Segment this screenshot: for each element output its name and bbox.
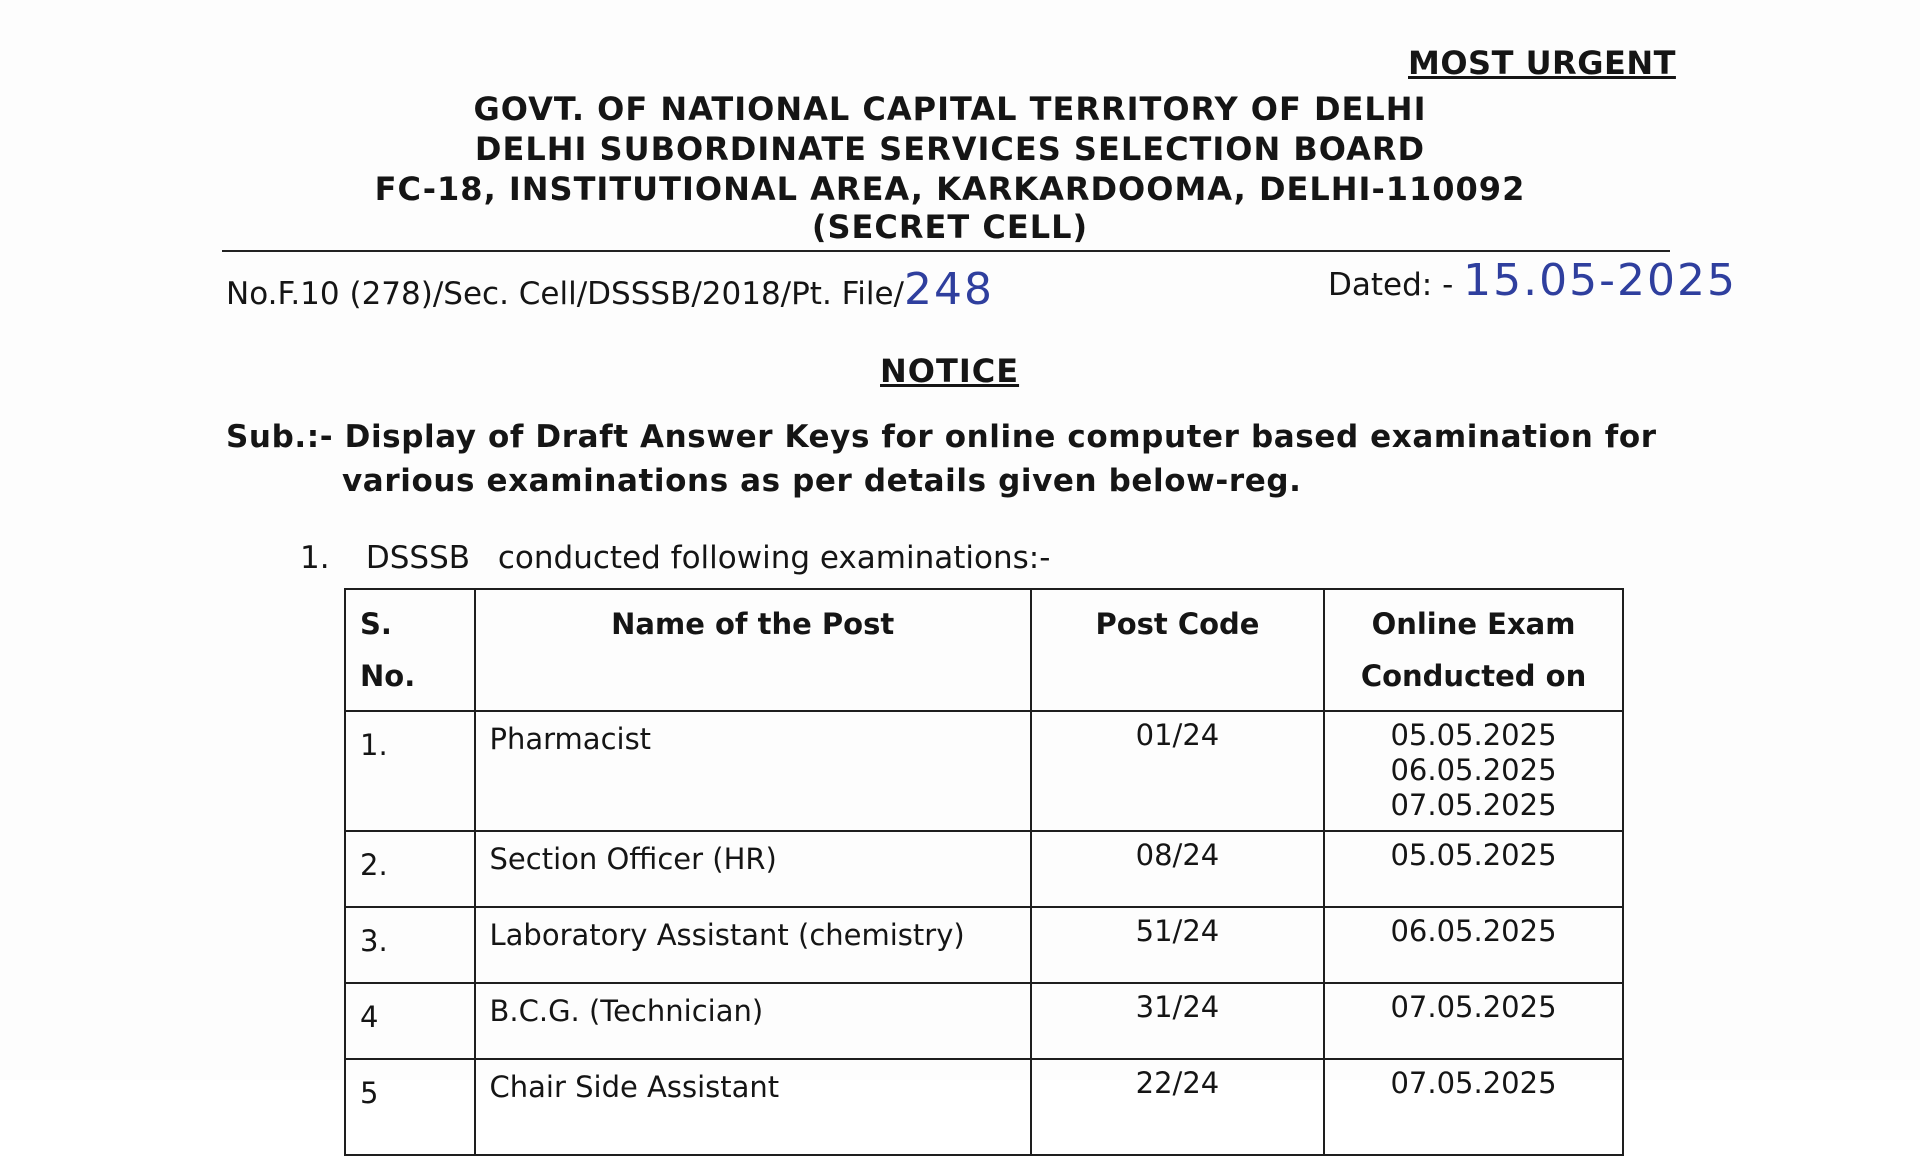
cell-exam-dates <box>1324 907 1623 983</box>
cell-post-name: Chair Side Assistant <box>475 1059 1031 1155</box>
header-sno-line2: No. <box>360 659 416 693</box>
cell-exam-dates <box>1324 983 1623 1059</box>
cell-exam-dates <box>1324 1059 1623 1155</box>
subject-line-2: various examinations as per details given below-reg. <box>342 463 1302 499</box>
table-row <box>345 831 1623 907</box>
table-row <box>345 907 1623 983</box>
file-number-handwritten: 248 <box>904 264 994 315</box>
header-sno <box>345 589 475 711</box>
board-heading: DELHI SUBORDINATE SERVICES SELECTION BOARD <box>474 130 1426 168</box>
cell-sno: 2. <box>345 831 475 907</box>
cell-sno: 5 <box>345 1059 475 1155</box>
list-item-text: conducted following examinations:- <box>497 540 1051 576</box>
cell-sno: 4 <box>345 983 475 1059</box>
notice-title: NOTICE <box>880 352 1020 390</box>
address-heading: FC-18, INSTITUTIONAL AREA, KARKARDOOMA, DELHI-110092 <box>374 170 1526 208</box>
cell-exam-dates <box>1324 711 1623 831</box>
cell-post-name: Laboratory Assistant (chemistry) <box>475 907 1031 983</box>
exam-date: 06.05.2025 <box>1390 753 1557 787</box>
header-code: Post Code <box>1031 589 1324 711</box>
exam-date: 07.05.2025 <box>1390 788 1557 822</box>
table-row <box>345 983 1623 1059</box>
exam-date: 05.05.2025 <box>1390 718 1557 752</box>
cell-post-name: Section Officer (HR) <box>475 831 1031 907</box>
list-item-org: DSSSB <box>365 540 471 576</box>
subject-line-1: Sub.:- Display of Draft Answer Keys for online computer based examination for <box>226 419 1657 455</box>
date-line <box>1328 255 1737 306</box>
cell-heading: (SECRET CELL) <box>811 208 1089 246</box>
table-row <box>345 1059 1623 1155</box>
cell-sno: 3. <box>345 907 475 983</box>
exam-date: 05.05.2025 <box>1390 838 1557 872</box>
urgency-label: MOST URGENT <box>1408 44 1676 82</box>
cell-post-name: Pharmacist <box>475 711 1031 831</box>
header-name: Name of the Post <box>475 589 1031 711</box>
list-item-1 <box>300 540 1050 576</box>
subject <box>226 415 1676 503</box>
cell-post-code: 01/24 <box>1031 711 1324 831</box>
exam-table <box>344 588 1624 1156</box>
exam-date: 06.05.2025 <box>1390 914 1557 948</box>
cell-post-code: 08/24 <box>1031 831 1324 907</box>
header-date-line1: Online Exam <box>1371 607 1576 641</box>
header-divider <box>222 250 1670 252</box>
header-sno-line1: S. <box>360 607 392 641</box>
header-date-line2: Conducted on <box>1360 659 1587 693</box>
cell-post-name: B.C.G. (Technician) <box>475 983 1031 1059</box>
dated-handwritten: 15.05-2025 <box>1463 255 1737 306</box>
table-row <box>345 711 1623 831</box>
exam-date: 07.05.2025 <box>1390 990 1557 1024</box>
cell-exam-dates <box>1324 831 1623 907</box>
list-item-number: 1. <box>300 540 330 576</box>
header-date <box>1324 589 1623 711</box>
cell-post-code: 22/24 <box>1031 1059 1324 1155</box>
exam-date: 07.05.2025 <box>1390 1066 1557 1100</box>
govt-heading: GOVT. OF NATIONAL CAPITAL TERRITORY OF DELHI <box>473 90 1427 128</box>
cell-sno: 1. <box>345 711 475 831</box>
file-number-prefix: No.F.10 (278)/Sec. Cell/DSSSB/2018/Pt. File/ <box>226 276 904 312</box>
dated-label: Dated: - <box>1328 267 1454 303</box>
file-number <box>226 264 994 315</box>
cell-post-code: 51/24 <box>1031 907 1324 983</box>
table-header-row <box>345 589 1623 711</box>
cell-post-code: 31/24 <box>1031 983 1324 1059</box>
